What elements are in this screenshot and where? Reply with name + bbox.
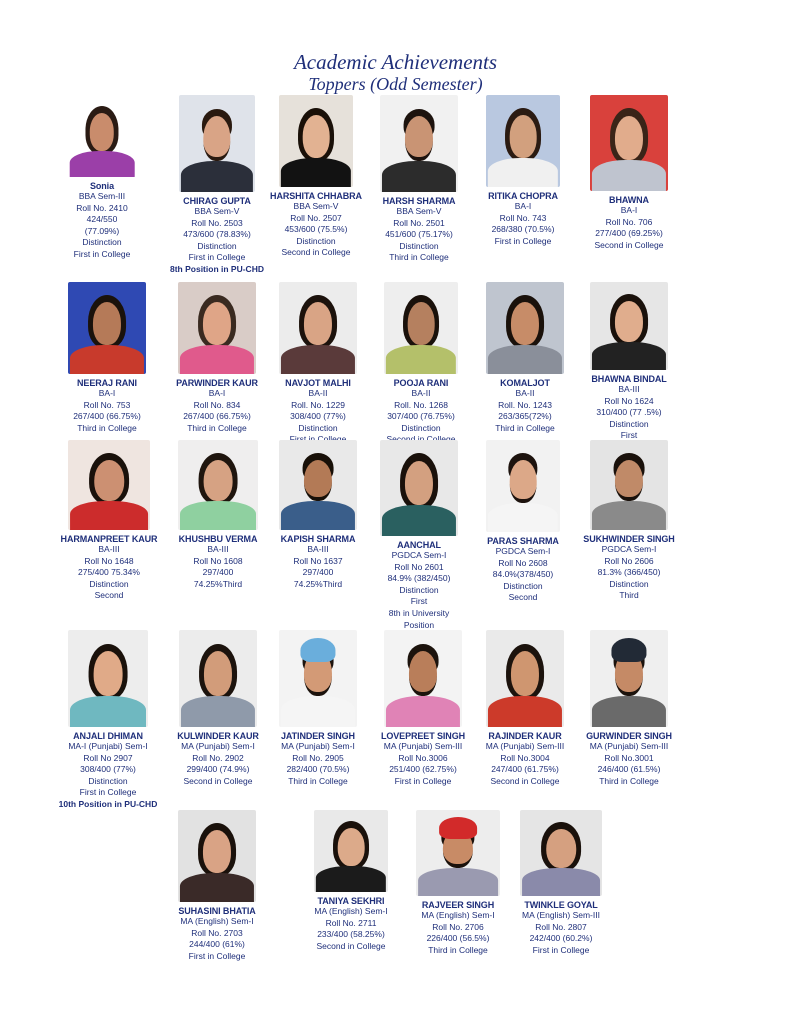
student-detail: Roll. No. 1268	[394, 399, 448, 410]
student-detail: Third in College	[389, 252, 449, 263]
student-photo	[179, 95, 255, 192]
student-name: BHAWNA	[609, 195, 649, 205]
student-detail: First in College	[532, 944, 590, 955]
student-detail: MA (Punjabi) Sem-III	[383, 741, 463, 751]
student-detail: Second in College	[281, 247, 351, 258]
student-name: GURWINDER SINGH	[586, 731, 672, 741]
student-name: HARMANPREET KAUR	[60, 534, 158, 544]
student-detail: BBA Sem-V	[293, 201, 339, 211]
student-name: HARSH SHARMA	[382, 196, 456, 206]
student-photo	[590, 630, 668, 727]
page-title: Academic Achievements	[293, 50, 498, 74]
student-photo	[178, 282, 256, 374]
student-detail: MA (Punjabi) Sem-I	[281, 741, 355, 751]
student-detail: Third in College	[599, 775, 659, 786]
student-detail: 299/400 (74.9%)	[186, 764, 250, 775]
student-detail: Roll No. 2902	[192, 752, 244, 763]
student-name: PARWINDER KAUR	[176, 378, 258, 388]
student-card-anjali-dhiman	[46, 630, 170, 811]
student-photo	[279, 440, 357, 530]
student-photo	[68, 95, 136, 177]
student-photo	[68, 630, 148, 727]
student-detail: Roll No 1648	[84, 555, 134, 566]
university-position: 10th Position in PU-CHD	[58, 798, 158, 809]
student-detail: Distinction	[197, 240, 237, 251]
student-card-sukhwinder-singh	[567, 440, 691, 602]
student-photo	[178, 810, 256, 902]
student-detail: 251/400 (62.75%)	[389, 764, 457, 775]
student-detail: Roll No 2608	[498, 557, 548, 568]
student-detail: 310/400 (77 .5%)	[596, 407, 662, 418]
student-photo	[486, 630, 564, 727]
student-card-twinkle-goyal	[499, 810, 623, 956]
student-name: BHAWNA BINDAL	[591, 374, 667, 384]
student-detail: BBA Sem-V	[194, 206, 240, 216]
student-detail: 308/400 (77%)	[290, 411, 346, 422]
student-detail: Roll No. 753	[83, 399, 131, 410]
student-detail: Third in College	[495, 422, 555, 433]
student-detail: Roll No. 2410	[76, 202, 128, 213]
student-detail: First in College	[188, 950, 246, 961]
student-card-bhawna-bindal	[567, 282, 691, 442]
student-detail: Second	[508, 592, 538, 603]
student-detail: Distinction	[401, 422, 441, 433]
student-detail: First in College	[394, 775, 452, 786]
student-detail: Roll No.3001	[604, 752, 654, 763]
student-photo	[486, 282, 564, 374]
student-photo	[384, 630, 462, 727]
student-photo	[590, 440, 668, 530]
student-detail: First in College	[73, 248, 131, 259]
student-detail: Roll No.3006	[398, 752, 448, 763]
student-detail: 8th in University	[388, 607, 450, 618]
student-detail: BA-III	[618, 384, 640, 394]
student-detail: First in College	[79, 787, 137, 798]
student-detail: 81.3% (366/450)	[597, 567, 661, 578]
student-detail: Roll No 1608	[193, 555, 243, 566]
student-detail: Second in College	[316, 940, 386, 951]
student-detail: 242/400 (60.2%)	[529, 933, 593, 944]
student-detail: 226/400 (56.5%)	[426, 933, 490, 944]
student-name: TWINKLE GOYAL	[524, 900, 598, 910]
student-detail: 451/600 (75.17%)	[385, 229, 453, 240]
student-detail: MA (Punjabi) Sem-III	[485, 741, 565, 751]
student-detail: Distinction	[503, 580, 543, 591]
student-detail: 246/400 (61.5%)	[597, 764, 661, 775]
student-photo	[486, 95, 560, 187]
student-detail: 473/600 (78.83%)	[183, 229, 251, 240]
student-detail: 267/400 (66.75%)	[73, 411, 141, 422]
student-detail: Roll No. 2807	[535, 921, 587, 932]
student-name: HARSHITA CHHABRA	[270, 191, 362, 201]
student-detail: Distinction	[609, 578, 649, 589]
student-photo	[279, 630, 357, 727]
student-detail: 244/400 (61%)	[189, 939, 245, 950]
student-detail: Roll No. 743	[499, 212, 547, 223]
student-name: PARAS SHARMA	[487, 536, 559, 546]
student-detail: MA (English) Sem-I	[421, 910, 495, 920]
student-name: CHIRAG GUPTA	[183, 196, 251, 206]
student-detail: Position	[403, 619, 435, 630]
student-detail: 268/380 (70.5%)	[491, 224, 555, 235]
student-name: KOMALJOT	[500, 378, 550, 388]
student-detail: 424/550	[86, 214, 118, 225]
student-name: LOVEPREET SINGH	[380, 731, 465, 741]
student-detail: BA-II	[515, 388, 535, 398]
student-photo	[179, 630, 257, 727]
student-detail: BA-III	[207, 544, 229, 554]
student-detail: Distinction	[399, 240, 439, 251]
student-detail: MA (English) Sem-I	[314, 906, 388, 916]
student-detail: Roll No.3004	[500, 752, 550, 763]
student-detail: 297/400	[202, 567, 234, 578]
student-detail: Distinction	[609, 418, 649, 429]
student-detail: Second	[94, 590, 124, 601]
student-detail: Roll No. 2905	[292, 752, 344, 763]
student-detail: First in College	[494, 235, 552, 246]
student-detail: 453/600 (75.5%)	[284, 224, 348, 235]
student-name: ANJALI DHIMAN	[73, 731, 143, 741]
student-card-suhasini-bhatia	[155, 810, 279, 962]
student-card-bhawna	[567, 95, 691, 251]
student-detail: MA (English) Sem-I	[180, 916, 254, 926]
student-detail: 275/400 75.34%	[78, 567, 140, 578]
student-detail: First in College	[188, 252, 246, 263]
student-photo	[416, 810, 500, 896]
student-name: KAPISH SHARMA	[280, 534, 356, 544]
student-detail: 267/400 (66.75%)	[183, 411, 251, 422]
student-detail: BA-I	[514, 201, 532, 211]
student-detail: Roll No 2601	[394, 561, 444, 572]
student-detail: 307/400 (76.75%)	[387, 411, 455, 422]
student-detail: Roll No. 2711	[325, 917, 377, 928]
student-name: KULWINDER KAUR	[177, 731, 259, 741]
student-photo	[520, 810, 602, 896]
student-detail: Roll No. 2503	[191, 217, 243, 228]
student-card-neeraj-rani	[45, 282, 169, 434]
student-detail: BA-II	[411, 388, 431, 398]
student-detail: Distinction	[82, 237, 122, 248]
student-detail: BA-I	[208, 388, 226, 398]
student-detail: Roll No. 2501	[393, 217, 445, 228]
student-detail: First	[410, 596, 428, 607]
student-detail: Roll No 2907	[83, 752, 133, 763]
student-detail: PGDCA Sem-I	[391, 550, 447, 560]
student-detail: 84.0%(378/450)	[492, 569, 554, 580]
student-photo	[384, 282, 458, 374]
student-detail: MA-I (Punjabi) Sem-I	[68, 741, 148, 751]
student-detail: PGDCA Sem-I	[495, 546, 551, 556]
student-detail: Third in College	[77, 422, 137, 433]
student-detail: Third in College	[288, 775, 348, 786]
student-detail: Distinction	[88, 775, 128, 786]
student-detail: PGDCA Sem-I	[601, 544, 657, 554]
student-photo	[380, 440, 458, 536]
student-detail: Roll No. 834	[193, 399, 241, 410]
student-detail: 74.25%Third	[193, 578, 243, 589]
student-detail: 263/365(72%)	[498, 411, 552, 422]
student-name: RAJVEER SINGH	[421, 900, 495, 910]
student-photo	[279, 95, 353, 187]
student-name: SUKHWINDER SINGH	[583, 534, 675, 544]
student-detail: Roll. No. 1243	[498, 399, 552, 410]
student-detail: (77.09%)	[84, 225, 120, 236]
student-name: SUHASINI BHATIA	[178, 906, 256, 916]
student-detail: Second in College	[594, 239, 664, 250]
student-name: RAJINDER KAUR	[488, 731, 562, 741]
student-detail: Third in College	[428, 944, 488, 955]
student-detail: 277/400 (69.25%)	[595, 228, 663, 239]
student-name: POOJA RANI	[393, 378, 449, 388]
student-card-sonia	[40, 95, 164, 261]
student-detail: Third in College	[187, 422, 247, 433]
student-photo	[178, 440, 258, 530]
student-name: JATINDER SINGH	[281, 731, 355, 741]
student-detail: Distinction	[298, 422, 338, 433]
page-subtitle: Toppers (Odd Semester)	[308, 74, 483, 94]
student-name: NAVJOT MALHI	[285, 378, 351, 388]
student-detail: MA (Punjabi) Sem-III	[589, 741, 669, 751]
student-photo	[590, 282, 668, 370]
student-detail: 282/400 (70.5%)	[286, 764, 350, 775]
student-detail: Roll No 1624	[604, 395, 654, 406]
student-detail: Roll No 2606	[604, 555, 654, 566]
student-detail: 247/400 (61.75%)	[491, 764, 559, 775]
student-photo	[314, 810, 388, 892]
student-detail: Roll No. 2507	[290, 212, 342, 223]
student-detail: Roll No. 706	[605, 216, 653, 227]
student-detail: MA (English) Sem-III	[522, 910, 600, 920]
student-card-gurwinder-singh	[567, 630, 691, 787]
student-detail: Second in College	[490, 775, 560, 786]
student-detail: BA-III	[307, 544, 329, 554]
student-detail: BA-II	[308, 388, 328, 398]
student-detail: BBA Sem-V	[396, 206, 442, 216]
student-detail: 297/400	[302, 567, 334, 578]
student-name: Sonia	[89, 181, 114, 191]
student-detail: First	[620, 430, 638, 441]
student-detail: Roll. No. 1229	[291, 399, 345, 410]
university-position: 8th Position in PU-CHD	[170, 263, 264, 274]
student-card-taniya-sekhri	[289, 810, 413, 952]
student-name: RITIKA CHOPRA	[488, 191, 558, 201]
student-card-harmanpreet-kaur	[47, 440, 171, 602]
student-detail: BA-I	[98, 388, 116, 398]
student-detail: BBA Sem-III	[78, 191, 126, 201]
student-detail: Roll No. 2703	[191, 927, 243, 938]
student-detail: Roll No. 2706	[432, 921, 484, 932]
student-photo	[590, 95, 668, 191]
student-photo	[486, 440, 560, 532]
student-photo	[380, 95, 458, 192]
student-detail: Distinction	[296, 235, 336, 246]
student-detail: MA (Punjabi) Sem-I	[181, 741, 255, 751]
student-detail: 308/400 (77%)	[80, 764, 136, 775]
student-detail: Third	[619, 590, 639, 601]
student-detail: BA-I	[620, 205, 638, 215]
student-photo	[68, 282, 146, 374]
student-detail: 233/400 (58.25%)	[317, 929, 385, 940]
student-detail: 84.9% (382/450)	[387, 573, 451, 584]
student-name: KHUSHBU VERMA	[178, 534, 258, 544]
student-name: NEERAJ RANI	[77, 378, 137, 388]
student-detail: Distinction	[89, 578, 129, 589]
student-detail: Roll No 1637	[293, 555, 343, 566]
student-detail: 74.25%Third	[293, 578, 343, 589]
student-photo	[279, 282, 357, 374]
student-name: AANCHAL	[397, 540, 441, 550]
student-photo	[68, 440, 150, 530]
student-detail: Distinction	[399, 584, 439, 595]
student-name: TANIYA SEKHRI	[317, 896, 385, 906]
student-detail: Second in College	[183, 775, 253, 786]
student-detail: BA-III	[98, 544, 120, 554]
